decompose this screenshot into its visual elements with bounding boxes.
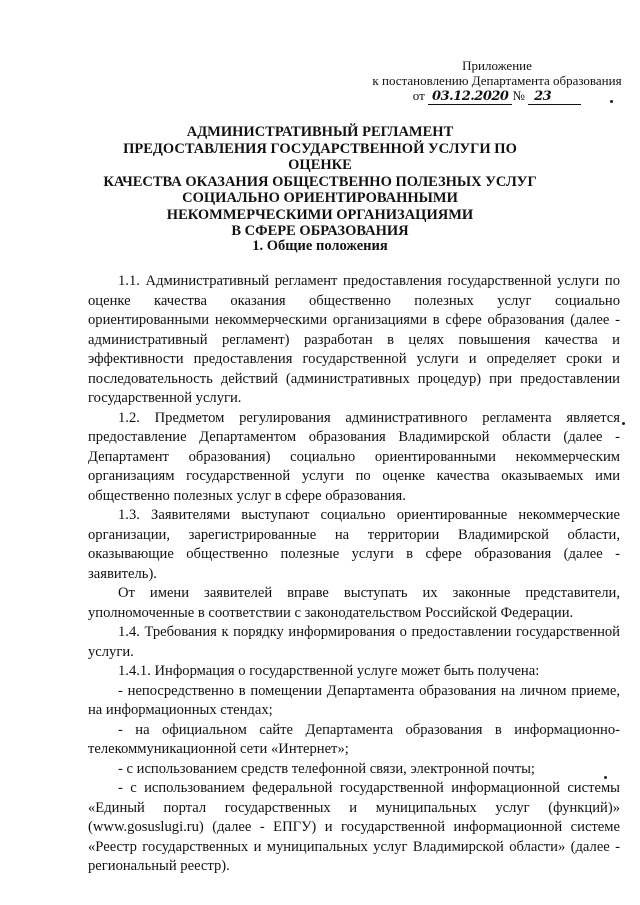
scan-speck <box>604 776 607 779</box>
scan-speck <box>622 422 625 425</box>
scan-speck <box>610 100 613 103</box>
appendix-decree-reference: к постановлению Департамента образования <box>372 73 622 88</box>
appendix-block <box>372 58 622 104</box>
list-item: - на официальном сайте Департамента образования в информационно-телекоммуникационной сети «Интернет»; <box>88 721 620 757</box>
paragraph-1-4-1: 1.4.1. Информация о государственной услуге может быть получена: <box>118 663 540 679</box>
title-line: НЕКОММЕРЧЕСКИМИ ОРГАНИЗАЦИЯМИ <box>166 206 474 223</box>
handwritten-date: 03.12.2020 <box>428 89 512 105</box>
paragraph-1-3: 1.3. Заявителями выступают социально ориентированные некоммерческие организации, зарегистрированные на территории Владимирской области, оказывающие общественно полезные услуги в сфере образования (далее - заявитель). <box>88 507 620 582</box>
number-label: № <box>512 88 525 103</box>
handwritten-number: 23 <box>528 89 581 105</box>
appendix-label: Приложение <box>462 58 532 73</box>
title-line: В СФЕРЕ ОБРАЗОВАНИЯ <box>231 223 409 239</box>
date-prefix: от <box>412 88 425 103</box>
section-heading: 1. Общие положения <box>252 238 388 254</box>
title-line: КАЧЕСТВА ОКАЗАНИЯ ОБЩЕСТВЕННО ПОЛЕЗНЫХ УСЛУГ <box>103 173 537 190</box>
list-item: - с использованием федеральной государственной информационной системы «Единый портал государственных и муниципальных услуг (функций)» (www.gosuslugi.ru) (далее - ЕПГУ) и государственной информационной системе «Реестр государственных и муниципальных услуг Владимирской области» (далее - региональный реестр). <box>88 780 620 874</box>
paragraph-1-2: 1.2. Предметом регулирования административного регламента является предоставление Департаментом образования Владимирской области (далее - Департамент образования) социально ориентированными некоммерческим организациям государственной услуги по оценке качества оказываемых ими общественно полезных услуг в сфере образования. <box>88 409 620 504</box>
title-line: АДМИНИСТРАТИВНЫЙ РЕГЛАМЕНТ <box>186 124 454 140</box>
document-title <box>90 124 550 240</box>
title-line: СОЦИАЛЬНО ОРИЕНТИРОВАННЫМИ <box>182 190 458 206</box>
appendix-date-line <box>413 88 581 104</box>
paragraph-representatives: От имени заявителей вправе выступать их законные представители, уполномоченные в соответствии с законодательством Российской Федерации. <box>88 585 620 621</box>
paragraph-1-1: 1.1. Административный регламент предоставления государственной услуги по оценке качества оказания общественно полезных услуг социально ориентированными некоммерческими организациями в сфере образования (далее - административный регламент) разработан в целях повышения качества и эффективности предоставления государственной услуги и определяет сроки и последовательность действий (административных процедур) при предоставлении государственной услуги. <box>88 273 620 406</box>
title-line: ПРЕДОСТАВЛЕНИЯ ГОСУДАРСТВЕННОЙ УСЛУГИ ПО ОЦЕНКЕ <box>123 140 517 173</box>
list-item: - с использованием средств телефонной связи, электронной почты; <box>118 760 535 777</box>
list-item: - непосредственно в помещении Департамента образования на личном приеме, на информационных стендах; <box>88 682 620 718</box>
document-body <box>88 272 620 877</box>
paragraph-1-4: 1.4. Требования к порядку информирования о предоставлении государственной услуги. <box>88 624 620 660</box>
